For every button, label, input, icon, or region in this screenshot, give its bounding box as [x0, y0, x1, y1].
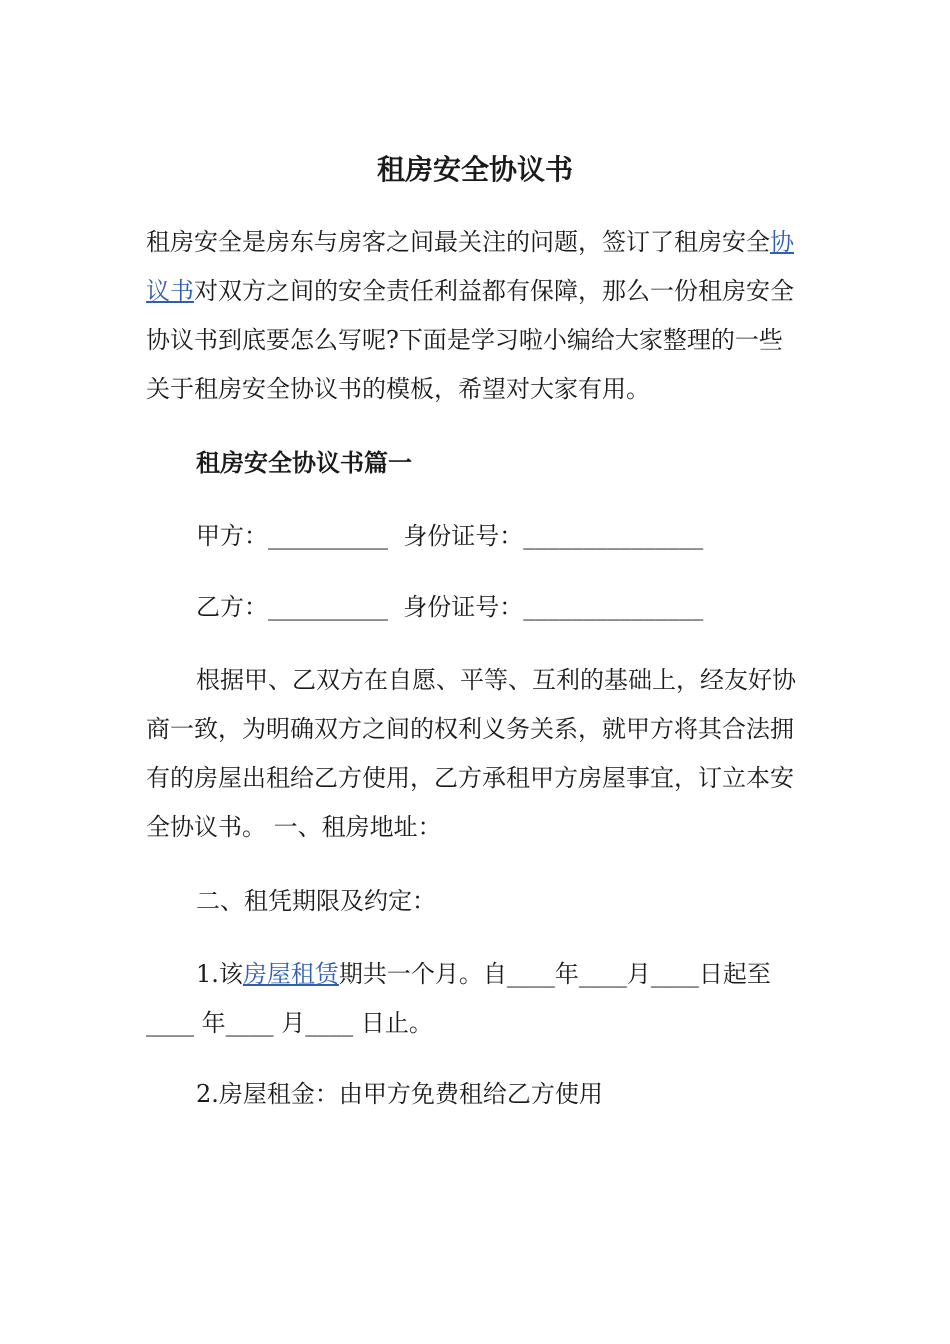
house-rental-link[interactable]: 房屋租赁: [242, 960, 339, 988]
intro-text-2: 对双方之间的安全责任利益都有保障，那么一份租房安全协议书到底要怎么写呢?下面是学习啦小编给大家整理的一些关于租房安全协议书的模板，希望对大家有用。: [146, 277, 794, 403]
basis-paragraph: 根据甲、乙双方在自愿、平等、互利的基础上，经友好协商一致，为明确双方之间的权利义务关系，就甲方将其合法拥有的房屋出租给乙方使用，乙方承租甲方房屋事宜，订立本安全协议书。 一、租房地址：: [146, 666, 796, 841]
clause-1-paragraph: [146, 950, 806, 1048]
party-a-line: 甲方：__________ 身份证号：_______________: [196, 522, 704, 550]
intro-paragraph: [146, 218, 806, 414]
document-title: 租房安全协议书: [376, 153, 573, 186]
clause-1-prefix: 1.该: [196, 960, 243, 988]
clause-1-suffix: 期共一个月。自____年____月____日起至____ 年____ 月____ 日止。: [146, 960, 771, 1037]
section-heading: 租房安全协议书篇一: [196, 448, 412, 477]
intro-text-1: 租房安全是房东与房客之间最关注的问题，签订了租房安全: [146, 228, 770, 256]
agreement-link[interactable]: 协议书: [146, 228, 794, 305]
clause-2-line: 2.房屋租金：由甲方免费租给乙方使用: [196, 1080, 603, 1108]
clause-two-heading: 二、租凭期限及约定：: [196, 887, 436, 915]
party-b-line: 乙方：__________ 身份证号：_______________: [196, 593, 704, 621]
